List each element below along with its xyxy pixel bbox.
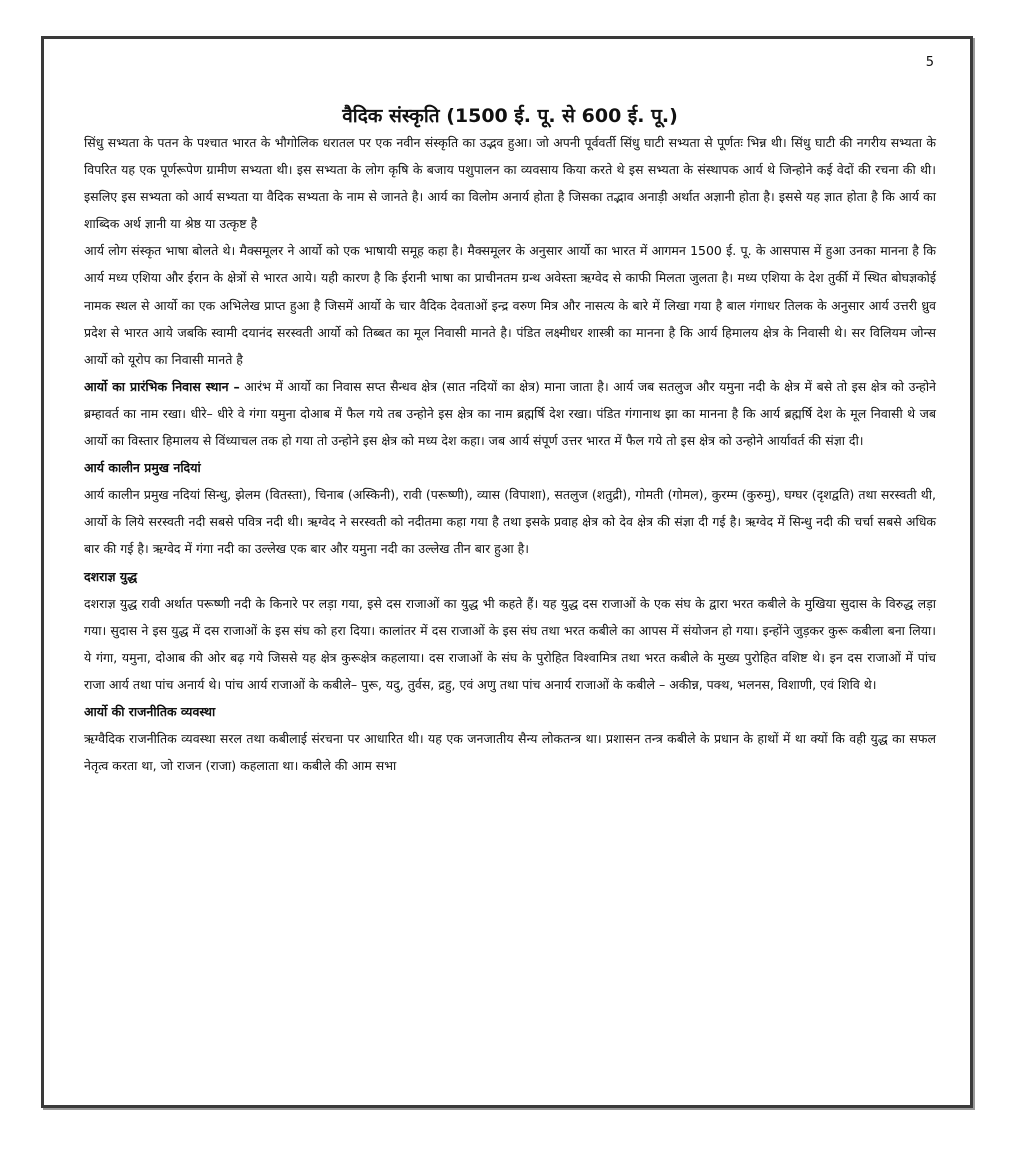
- intro-paragraph-1: सिंधु सभ्यता के पतन के पश्चात भारत के भौगोलिक धरातल पर एक नवीन संस्कृति का उद्भव हुआ। जो अपनी पूर्ववर्ती सिंधु घाटी सभ्यता से पूर्णतः भिन्न थी। सिंधु घाटी की नगरीय सभ्यता के विपरित यह एक पूर्णरूपेण ग्रामीण सभ्यता थी। इस सभ्यता के लोग कृषि के बजाय पशुपालन का व्यवसाय किया करते थे इस सभ्यता के संस्थापक आर्य थे जिन्होने कई वेदों की रचना की थी। इसलिए इस सभ्यता को आर्य सभ्यता या वैदिक सभ्यता के नाम से जानते है। आर्य का विलोम अनार्य होता है जिसका तद्भाव अनाड़ी अर्थात अज्ञानी होता है। इससे यह ज्ञात होता है कि आर्य का शाब्दिक अर्थ ज्ञानी या श्रेष्ठ या उत्कृष्ट है: [84, 135, 936, 232]
- early-settlement-paragraph: [84, 373, 936, 454]
- dasharajna-heading: दशराज्ञ युद्ध: [84, 568, 138, 584]
- political-paragraph: ऋग्वैदिक राजनीतिक व्यवस्था सरल तथा कबीलाई संरचना पर आधारित थी। यह एक जनजातीय सैन्य लोकतन्त्र था। प्रशासन तन्त्र कबीले के प्रधान के हाथों में था क्यों कि वही युद्ध का सफल नेतृत्व करता था, जो राजन (राजा) कहलाता था। कबीले की आम सभा: [84, 731, 936, 774]
- rivers-paragraph: आर्य कालीन प्रमुख नदियां सिन्धु, झेलम (वितस्ता), चिनाब (अस्किनी), रावी (परूष्णी), व्यास (विपाशा), सतलुज (शतुद्री), गोमती (गोमल), कुरम्म (कुरुमु), घग्घर (दृशद्वति) तथा सरस्वती थी, आर्यो के लिये सरस्वती नदी सबसे पवित्र नदी थी। ऋग्वेद ने सरस्वती को नदीतमा कहा गया है तथा इसके प्रवाह क्षेत्र को देव क्षेत्र की संज्ञा दी गई है। ऋग्वेद में सिन्धु नदी की चर्चा सबसे अधिक बार की गई है। ऋग्वेद में गंगा नदी का उल्लेख एक बार और यमुना नदी का उल्लेख तीन बार हुआ है।: [84, 487, 936, 557]
- document-page: [41, 36, 973, 1108]
- rivers-heading: आर्य कालीन प्रमुख नदियां: [84, 460, 201, 476]
- page-content: [84, 101, 936, 779]
- page-number: 5: [925, 55, 934, 70]
- early-settlement-text: आरंभ में आर्यो का निवास सप्त सैन्धव क्षेत्र (सात नदियों का क्षेत्र) माना जाता है। आर्य जब सतलुज और यमुना नदी के क्षेत्र में बसे तो इस क्षेत्र को उन्होने ब्रम्हावर्त का नाम रखा। धीरे– धीरे वे गंगा यमुना दोआब में फैल गये तब उन्होने इस क्षेत्र का नाम ब्रह्मर्षि देश रखा। पंडित गंगानाथ झा का मानना है कि आर्य ब्रह्मर्षि देश के मूल निवासी थे जब आर्यो का विस्तार हिमालय से विंध्याचल तक हो गया तो उन्होने इस क्षेत्र को मध्य देश कहा। जब आर्य संपूर्ण उत्तर भारत में फैल गये तो इस क्षेत्र को उन्होने आर्यावर्त की संज्ञा दी।: [84, 378, 936, 449]
- intro-paragraph-2: आर्य लोग संस्कृत भाषा बोलते थे। मैक्समूलर ने आर्यो को एक भाषायी समूह कहा है। मैक्समूलर के अनुसार आर्यो का भारत में आगमन 1500 ई. पू. के आसपास में हुआ उनका मानना है कि आर्य मध्य एशिया और ईरान के क्षेत्रों से भारत आये। यही कारण है कि ईरानी भाषा का प्राचीनतम ग्रन्थ अवेस्ता ऋग्वेद से काफी मिलता जुलता है। मध्य एशिया के देश तुर्की में स्थित बोघज्ञकोई नामक स्थल से आर्यो का एक अभिलेख प्राप्त हुआ है जिसमें आर्यो के चार वैदिक देवताओं इन्द्र वरुण मित्र और नासत्य के बारे में लिखा गया है बाल गंगाधर तिलक के अनुसार आर्य उत्तरी ध्रुव प्रदेश से भारत आये जबकि स्वामी दयानंद सरस्वती आर्यो को तिब्बत का मूल निवासी मानते है। पंडित लक्ष्मीधर शास्त्री का मानना है कि आर्य हिमालय क्षेत्र के निवासी थे। सर विलियम जोन्स आर्यो को यूरोप का निवासी मानते है: [84, 243, 936, 367]
- political-heading: आर्यो की राजनीतिक व्यवस्था: [84, 703, 216, 719]
- dasharajna-paragraph: दशराज्ञ युद्ध रावी अर्थात परूष्णी नदी के किनारे पर लड़ा गया, इसे दस राजाओं का युद्ध भी कहते हैं। यह युद्ध दस राजाओं के एक संघ के द्वारा भरत कबीले के मुखिया सुदास के विरुद्ध लड़ा गया। सुदास ने इस युद्ध में दस राजाओं के इस संघ को हरा दिया। कालांतर में दस राजाओं के इस संघ तथा भरत कबीले का आपस में संयोजन हो गया। इन्होंने जुड़कर कुरू कबीला बना लिया। ये गंगा, यमुना, दोआब की ओर बढ़ गये जिससे यह क्षेत्र कुरूक्षेत्र कहलाया। दस राजाओं के संघ के पुरोहित विश्वामित्र तथा भरत कबीले के मुख्य पुरोहित वशिष्ट थे। इन दस राजाओं में पांच राजा आर्य तथा पांच अनार्य थे। पांच आर्य राजाओं के कबीले– पुरू, यदु, तुर्वस, द्रहु, एवं अणु तथा पांच अनार्य राजाओं के कबीले – अकीन्न, पक्थ, भलनस, विशाणी, एवं शिवि थे।: [84, 595, 936, 692]
- page-title: वैदिक संस्कृति (1500 ई. पू. से 600 ई. पू.): [342, 105, 678, 127]
- early-settlement-heading: आर्यो का प्रारंभिक निवास स्थान –: [84, 378, 240, 394]
